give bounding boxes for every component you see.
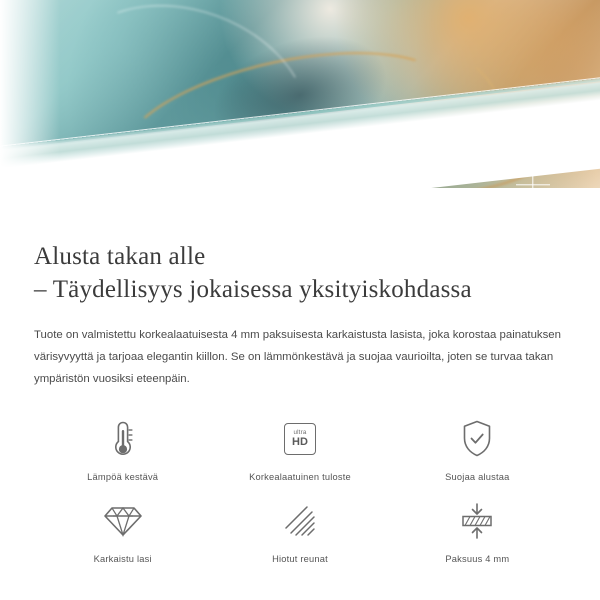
feature-label: Suojaa alustaa <box>445 472 510 482</box>
page-title <box>34 240 566 306</box>
feature-polished-edges <box>211 498 388 564</box>
sparkle-icon <box>543 193 563 213</box>
feature-grid <box>34 416 566 564</box>
feature-high-quality-print <box>211 416 388 482</box>
image-fade-bottom <box>0 188 600 228</box>
ultra-hd-bottom-text: HD <box>292 436 308 449</box>
ultra-hd-top-text: ultra <box>293 428 307 436</box>
content-area <box>0 240 600 564</box>
diamond-icon <box>103 498 143 544</box>
feature-tempered-glass <box>34 498 211 564</box>
headline-line-1: Alusta takan alle <box>34 243 206 270</box>
feature-thickness <box>389 498 566 564</box>
shield-check-icon <box>460 416 494 462</box>
feature-protects-surface <box>389 416 566 482</box>
thermometer-icon <box>109 416 137 462</box>
description-paragraph: Tuote on valmistettu korkealaatuisesta 4 mm paksuisesta karkaistusta lasista, joka korostaa painatuksen värisyvyyttä ja tarjoaa elegantin kiillon. Se on lämmönkestävä ja suojaa vaurioilta, joten se turvaa takan ympäristön vuosiksi eteenpäin. <box>34 329 561 385</box>
polished-edges-icon <box>283 498 317 544</box>
feature-label: Lämpöä kestävä <box>87 472 159 482</box>
ultra-hd-icon <box>284 416 316 462</box>
thickness-icon <box>459 498 495 544</box>
feature-label: Korkealaatuinen tuloste <box>249 472 351 482</box>
feature-heat-resistant <box>34 416 211 482</box>
feature-label: Karkaistu lasi <box>93 554 152 564</box>
hero-product-image <box>0 0 600 228</box>
feature-label: Paksuus 4 mm <box>445 554 510 564</box>
feature-label: Hiotut reunat <box>272 554 328 564</box>
headline-line-2: – Täydellisyys jokaisessa yksityiskohdassa <box>34 276 472 303</box>
